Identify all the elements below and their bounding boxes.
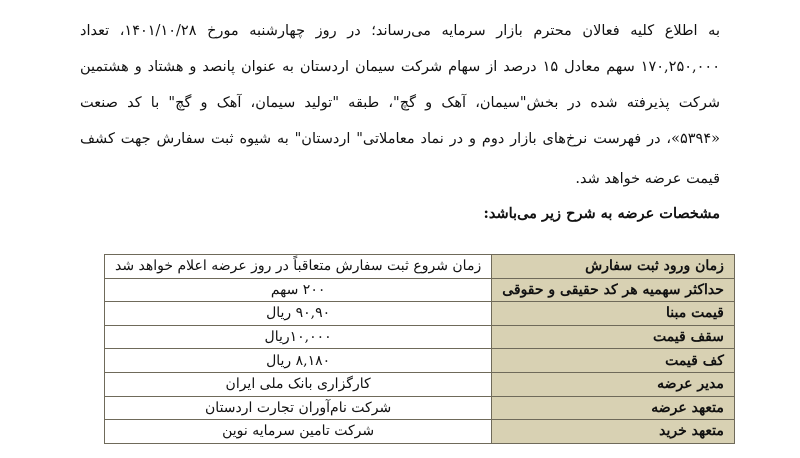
row-label: زمان ورود ثبت سفارش — [492, 255, 735, 279]
row-label: متعهد خرید — [492, 420, 735, 444]
table-row — [105, 420, 735, 444]
row-value: کارگزاری بانک ملی ایران — [105, 372, 492, 396]
paragraph-line-4: «۵۳۹۴»، در فهرست نرخ‌های بازار دوم و در نماد معاملاتی" اردستان" به شیوه ثبت سفارش جهت کشف — [80, 131, 720, 147]
paragraph-line-1: به اطلاع کلیه فعالان محترم بازار سرمایه می‌رساند؛ در روز چهارشنبه مورخ ۱۴۰۱/۱۰/۲۸، تعداد — [80, 23, 720, 39]
row-value: زمان شروع ثبت سفارش متعاقباً در روز عرضه اعلام خواهد شد — [105, 255, 492, 279]
table-row — [105, 372, 735, 396]
paragraph-line-5: قیمت عرضه خواهد شد. — [575, 171, 720, 187]
row-label: سقف قیمت — [492, 325, 735, 349]
table-row — [105, 278, 735, 302]
table-row — [105, 396, 735, 420]
table-row — [105, 255, 735, 279]
row-label: قیمت مبنا — [492, 302, 735, 326]
table-row — [105, 302, 735, 326]
row-value: شرکت نام‌آوران تجارت اردستان — [105, 396, 492, 420]
row-label: متعهد عرضه — [492, 396, 735, 420]
offering-spec-table — [104, 254, 735, 444]
table-row — [105, 325, 735, 349]
row-value: شرکت تامین سرمایه نوین — [105, 420, 492, 444]
row-value: ۲۰۰ سهم — [105, 278, 492, 302]
paragraph-line-2: ۱۷۰,۲۵۰,۰۰۰ سهم معادل ۱۵ درصد از سهام شرکت سیمان اردستان به عنوان پانصد و هشتاد و هشتمین — [80, 59, 720, 75]
row-label: حداکثر سهمیه هر کد حقیقی و حقوقی — [492, 278, 735, 302]
row-value: ۸,۱۸۰ ریال — [105, 349, 492, 373]
row-label: کف قیمت — [492, 349, 735, 373]
paragraph-line-3: شرکت پذیرفته شده در بخش"سیمان، آهک و گچ"، طبقه "تولید سیمان، آهک و گچ" با کد صنعت — [80, 95, 720, 111]
specs-heading: مشخصات عرضه به شرح زیر می‌باشد: — [483, 205, 720, 222]
table-row — [105, 349, 735, 373]
row-value: ۱۰,۰۰۰ریال — [105, 325, 492, 349]
row-value: ۹۰,۹۰ ریال — [105, 302, 492, 326]
row-label: مدیر عرضه — [492, 372, 735, 396]
